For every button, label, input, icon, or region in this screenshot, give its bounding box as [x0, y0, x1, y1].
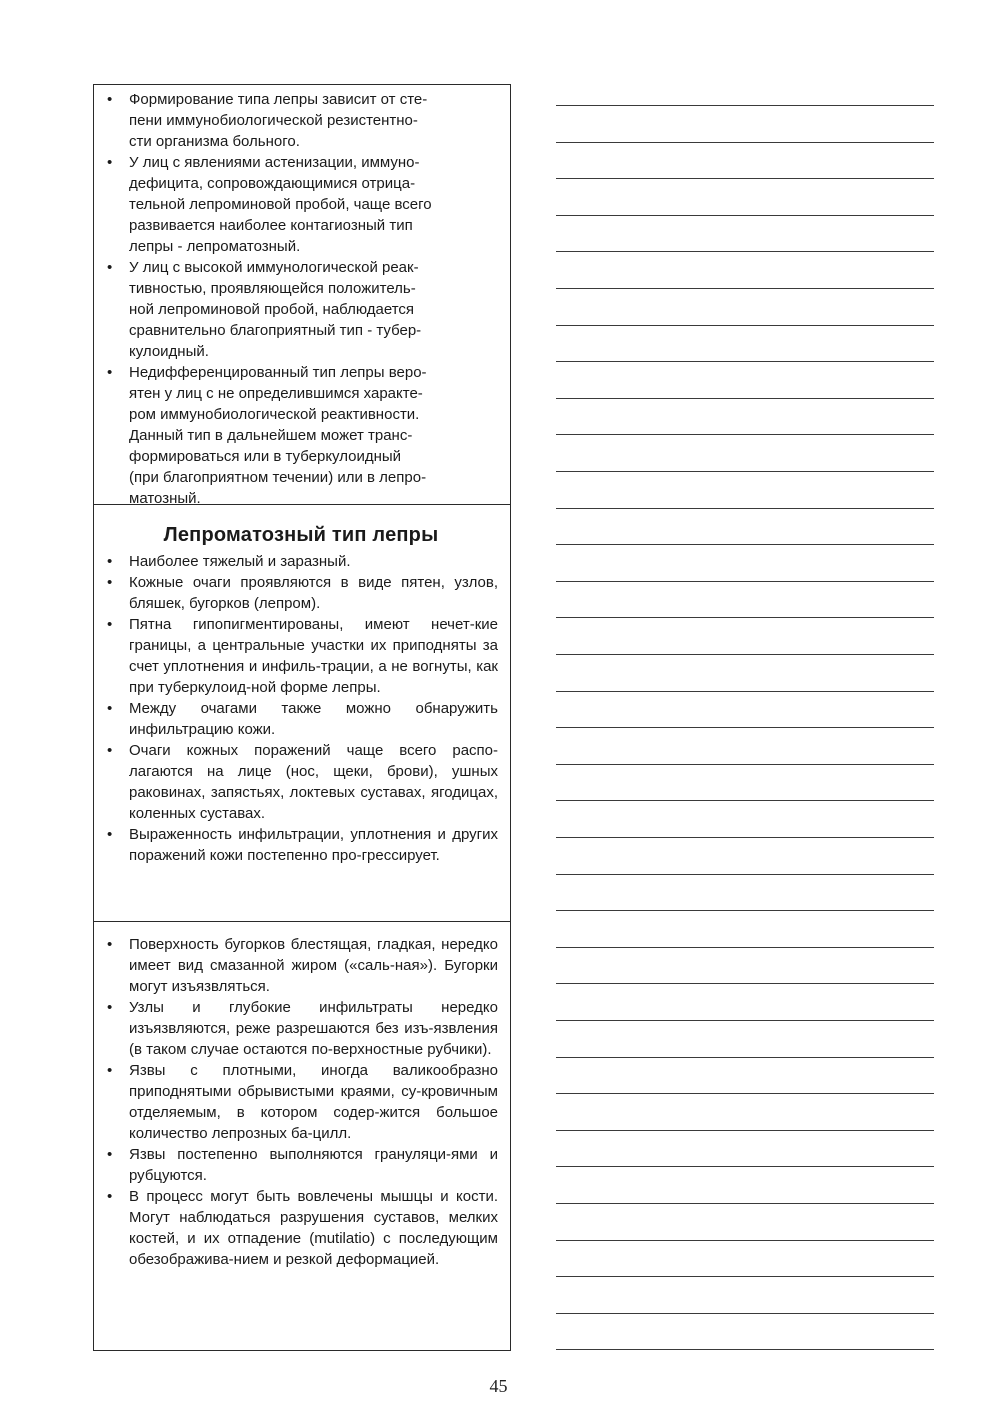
note-line	[556, 105, 934, 106]
info-box-lepromatous	[93, 505, 511, 922]
note-line	[556, 654, 934, 655]
note-line	[556, 1130, 934, 1131]
list-item	[104, 89, 498, 152]
note-line	[556, 983, 934, 984]
note-line	[556, 764, 934, 765]
note-line	[556, 1166, 934, 1167]
list-item: • Между очагами также можно обнаружить инфильтрацию кожи.	[104, 698, 498, 740]
list-item	[104, 152, 498, 257]
note-line	[556, 617, 934, 618]
note-line	[556, 178, 934, 179]
list-item: • Кожные очаги проявляются в виде пятен, узлов, бляшек, бугорков (лепром).	[104, 572, 498, 614]
note-line	[556, 1276, 934, 1277]
bullet-list	[104, 551, 498, 866]
content-column	[93, 84, 511, 1351]
note-line	[556, 251, 934, 252]
note-line	[556, 1093, 934, 1094]
info-box-lesions	[93, 922, 511, 1351]
list-item: • Поверхность бугорков блестящая, гладкая, нередко имеет вид смазанной жиром («саль-ная»). Бугорки могут изъязвляться.	[104, 934, 498, 997]
list-item	[104, 257, 498, 362]
note-line	[556, 1349, 934, 1350]
section-title: Лепроматозный тип лепры	[163, 524, 439, 546]
list-item: • Наиболее тяжелый и заразный.	[104, 551, 498, 572]
note-line	[556, 581, 934, 582]
note-line	[556, 434, 934, 435]
note-line	[556, 1240, 934, 1241]
bullet-list	[104, 934, 498, 1270]
list-item-text: Недифференцированный тип лепры веро- ятен у лиц с не определившимся характе- ром иммунобиологической реактивности. Данный тип в дальнейшем может транс- формироваться или в туберкулоидный (при благоприятном течении) или в лепро- матозный.	[129, 364, 427, 507]
list-item-text: Формирование типа лепры зависит от сте- пени иммунобиологической резистентно- сти организма больного.	[129, 91, 428, 150]
note-line	[556, 398, 934, 399]
note-line	[556, 1203, 934, 1204]
list-item: • Пятна гипопигментированы, имеют нечет-кие границы, а центральные участки их приподняты за счет уплотнения и инфиль-трации, а не вогнуты, как при туберкулоид-ной форме лепры.	[104, 614, 498, 698]
note-line	[556, 691, 934, 692]
note-line	[556, 910, 934, 911]
list-item-text: У лиц с явлениями астенизации, иммуно- дефицита, сопровождающимися отрица- тельной лепроминовой пробой, чаще всего развивается наиболее контагиозный тип лепры - лепроматозный.	[129, 154, 432, 255]
note-line	[556, 1313, 934, 1314]
list-item: • Язвы с плотными, иногда валикообразно приподнятыми обрывистыми краями, су-кровичным отделяемым, в котором содер-жится большое количество лепрозных ба-цилл.	[104, 1060, 498, 1144]
note-line	[556, 325, 934, 326]
note-line	[556, 361, 934, 362]
list-item: • Язвы постепенно выполняются грануляци-ями и рубцуются.	[104, 1144, 498, 1186]
page-number: 45	[489, 1376, 508, 1396]
note-line	[556, 874, 934, 875]
note-line	[556, 215, 934, 216]
note-line	[556, 288, 934, 289]
note-line	[556, 508, 934, 509]
list-item: • Очаги кожных поражений чаще всего распо-лагаются на лице (нос, щеки, брови), ушных раковинах, запястьях, локтевых суставах, ягодицах, коленных суставах.	[104, 740, 498, 824]
note-line	[556, 837, 934, 838]
bullet-list	[104, 89, 498, 509]
list-item: • Узлы и глубокие инфильтраты нередко изъязвляются, реже разрешаются без изъ-язвления (в таком случае остаются по-верхностные рубчики).	[104, 997, 498, 1060]
note-line	[556, 947, 934, 948]
note-line	[556, 800, 934, 801]
info-box-leprosy-types	[93, 84, 511, 505]
list-item: • В процесс могут быть вовлечены мышцы и кости. Могут наблюдаться разрушения суставов, мелких костей, и их отпадение (mutilatio) с последующим обезображива-нием и резкой деформацией.	[104, 1186, 498, 1270]
note-line	[556, 1020, 934, 1021]
list-item-text: У лиц с высокой иммунологической реак- тивностью, проявляющейся положитель- ной лепроминовой пробой, наблюдается сравнительно благоприятный тип - тубер- кулоидный.	[129, 259, 422, 360]
note-line	[556, 471, 934, 472]
note-line	[556, 544, 934, 545]
note-line	[556, 142, 934, 143]
list-item: • Выраженность инфильтрации, уплотнения и других поражений кожи постепенно про-грессирует.	[104, 824, 498, 866]
list-item	[104, 362, 498, 509]
note-line	[556, 727, 934, 728]
note-line	[556, 1057, 934, 1058]
